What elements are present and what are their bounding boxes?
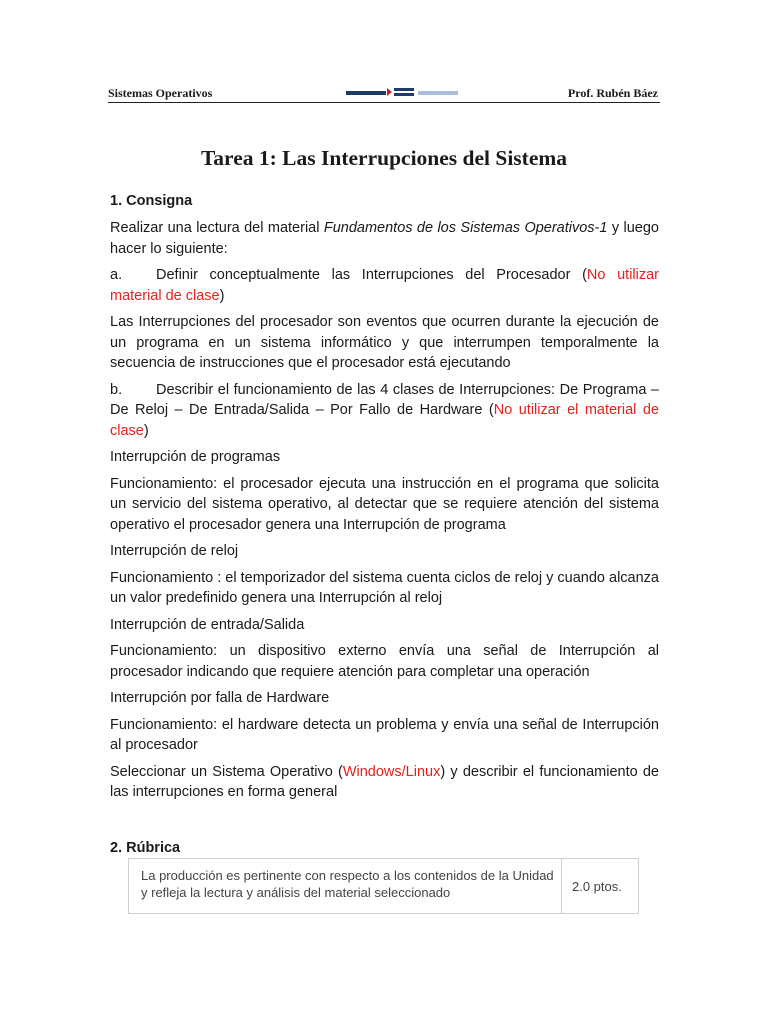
interrupt-hardware-desc: Funcionamiento: el hardware detecta un problema y envía una señal de Interrupción al procesador xyxy=(110,716,659,753)
page-header xyxy=(108,84,660,103)
interrupt-hardware-title: Interrupción por falla de Hardware xyxy=(110,690,330,706)
interrupt-program-desc: Funcionamiento: el procesador ejecuta una instrucción en el programa que solicita un servicio del sistema operativo, al detectar que se requiere atención del sistema operativo el procesador genera una Interrupción de programa xyxy=(110,475,659,533)
section-heading-consigna: 1. Consigna xyxy=(110,193,193,209)
logo-bar-right xyxy=(418,91,458,95)
university-logo xyxy=(346,84,458,98)
rubric-points: 2.0 ptos. xyxy=(562,859,639,914)
section-heading-rubrica: 2. Rúbrica xyxy=(110,840,181,856)
course-name: Sistemas Operativos xyxy=(108,86,213,100)
document-title: Tarea 1: Las Interrupciones del Sistema xyxy=(200,146,568,170)
interrupt-io-title: Interrupción de entrada/Salida xyxy=(110,616,305,633)
item-b: b. Describir el funcionamiento de las 4 clases de Interrupciones: De Programa – De Reloj – De Entrada/Salida – Por Fallo de Hardware (No utilizar el material de clase) xyxy=(110,381,659,439)
table-row xyxy=(129,859,639,914)
logo-bar-left xyxy=(346,91,386,95)
item-a: a. Definir conceptualmente las Interrupciones del Procesador (No utilizar material de clase) xyxy=(110,267,659,304)
item-c: Seleccionar un Sistema Operativo (Windows/Linux) y describir el funcionamiento de las interrupciones en forma general xyxy=(110,763,660,800)
rubric-table xyxy=(128,858,639,914)
interrupt-clock-desc: Funcionamiento : el temporizador del sistema cuenta ciclos de reloj y cuando alcanza un valor predefinido genera una Interrupción al reloj xyxy=(110,569,659,606)
consigna-body xyxy=(110,218,659,809)
restriction-note: No utilizar material de clase xyxy=(110,267,659,304)
interrupt-io-desc: Funcionamiento: un dispositivo externo envía una señal de Interrupción al procesador indicando que requiere atención para completar una operación xyxy=(110,643,659,680)
restriction-note: No utilizar el material de clase xyxy=(110,402,659,439)
professor-name: Prof. Rubén Báez xyxy=(567,86,658,100)
intro-paragraph: Realizar una lectura del material Fundamentos de los Sistemas Operativos-1 y luego hacer lo siguiente: xyxy=(110,220,659,257)
os-choice: Windows/Linux xyxy=(342,763,441,780)
answer-a: Las Interrupciones del procesador son eventos que ocurren durante la ejecución de un programa en un sistema informático y que interrumpen temporalmente la secuencia de instrucciones que el procesador está ejecutando xyxy=(110,314,659,371)
material-title: Fundamentos de los Sistemas Operativos-1 xyxy=(323,220,608,236)
rubric-criterion: La producción es pertinente con respecto a los contenidos de la Unidad y refleja la lectura y análisis del material seleccionado xyxy=(129,859,562,914)
interrupt-program-title: Interrupción de programas xyxy=(110,449,281,465)
logo-emblem-icon xyxy=(386,85,416,99)
interrupt-clock-title: Interrupción de reloj xyxy=(110,543,239,559)
